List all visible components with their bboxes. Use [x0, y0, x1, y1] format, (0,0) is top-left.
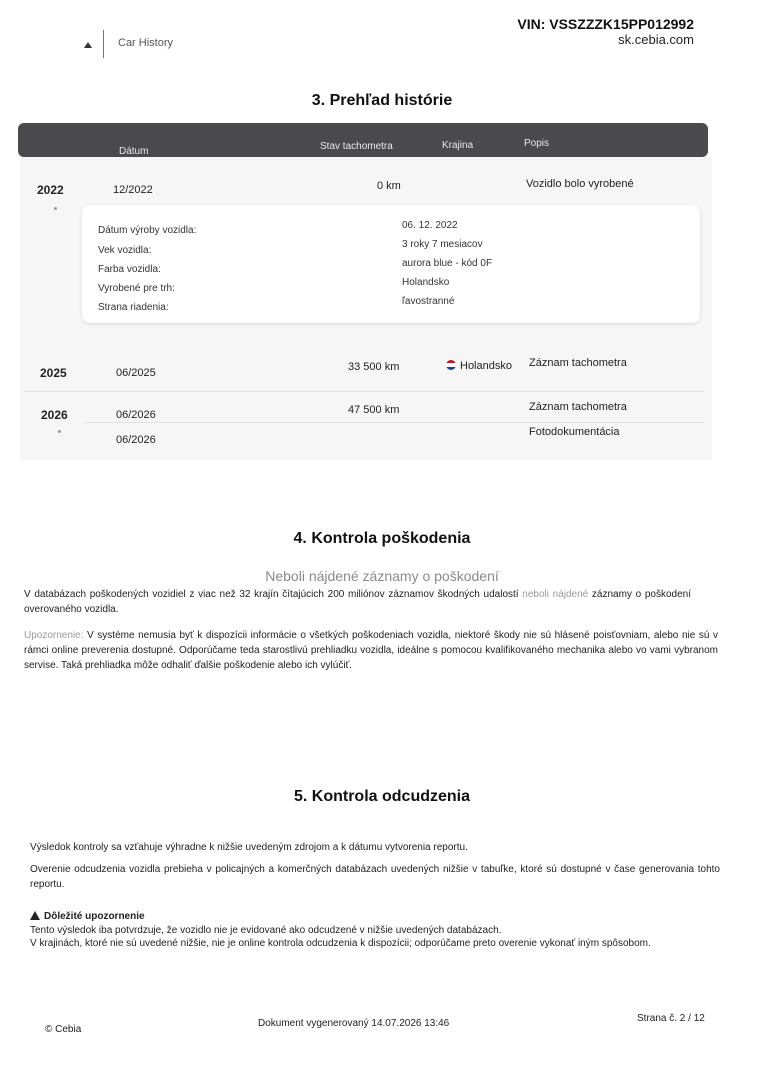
theft-warning-title-text: Dôležité upozornenie [44, 911, 145, 922]
detail-value: 06. 12. 2022 [402, 220, 458, 231]
damage-text-muted: neboli nájdené [522, 589, 589, 600]
row-divider [24, 391, 704, 392]
header-divider [103, 30, 104, 58]
detail-value: ľavostranné [402, 296, 455, 307]
flag-stripe-blue [446, 367, 456, 370]
theft-warning-line-2: V krajinách, ktoré nie sú uvedené nižšie, nie je online kontrola odcudzenia k dispozícii; odporúčame preto overenie vykonať iným spôsobom. [30, 938, 651, 949]
vehicle-detail-card [82, 205, 700, 323]
brand-label: Car History [118, 37, 174, 49]
detail-value: Holandsko [402, 277, 450, 288]
detail-label: Farba vozidla: [98, 264, 161, 275]
col-description: Popis [524, 138, 550, 149]
detail-label: Strana riadenia: [98, 302, 169, 313]
warning-icon [30, 911, 40, 920]
damage-note [24, 628, 718, 673]
footer-page-number: Strana č. 2 / 12 [637, 1013, 705, 1024]
theft-section-title: 5. Kontrola odcudzenia [293, 788, 470, 805]
detail-label: Vek vozidla: [98, 245, 152, 256]
theft-warning-line-1: Tento výsledok iba potvrdzuje, že vozidlo nie je evidované ako odcudzené v nižšie uvedených databázach. [30, 925, 502, 936]
row-description: Fotodokumentácia [529, 426, 620, 438]
timeline-dot [58, 430, 61, 433]
row-odometer: 0 km [377, 180, 401, 192]
row-divider [84, 422, 704, 423]
damage-text-a: V databázach poškodených vozidiel z viac než 32 krajín čítajúcich 200 miliónov záznamov škodných udalostí [24, 589, 523, 600]
theft-paragraph-2: Overenie odcudzenia vozidla prebieha v policajných a komerčných databázach uvedených nižšie v tabuľke, ktoré sú dostupné v čase generovania tohto reportu. [30, 864, 720, 890]
row-description: Záznam tachometra [529, 357, 627, 369]
damage-paragraph [24, 587, 691, 617]
col-date: Dátum [119, 146, 149, 157]
detail-label: Dátum výroby vozidla: [98, 225, 197, 236]
theft-paragraph-1: Výsledok kontroly sa vzťahuje výhradne k nižšie uvedeným zdrojom a k dátumu vytvorenia reportu. [30, 842, 468, 853]
row-year: 2022 [37, 183, 64, 197]
timeline-dot [54, 207, 57, 210]
row-country [446, 360, 512, 372]
detail-value: aurora blue - kód 0F [402, 258, 493, 269]
row-country-label: Holandsko [460, 360, 512, 372]
footer-generated: Dokument vygenerovaný 14.07.2026 13:46 [258, 1018, 450, 1029]
vin-number: VIN: VSSZZZK15PP012992 [517, 16, 694, 32]
footer-copyright: © Cebia [45, 1024, 82, 1035]
damage-subtitle: Neboli nájdené záznamy o poškodení [265, 568, 499, 584]
detail-value: 3 roky 7 mesiacov [402, 239, 483, 250]
row-year: 2026 [41, 408, 68, 422]
row-date: 06/2025 [116, 367, 156, 379]
logo-icon [84, 42, 92, 48]
damage-section-title: 4. Kontrola poškodenia [293, 530, 471, 547]
site-url: sk.cebia.com [618, 32, 694, 47]
row-description: Vozidlo bolo vyrobené [526, 178, 634, 190]
history-section-title: 3. Prehľad histórie [311, 92, 453, 109]
col-country: Krajina [442, 140, 474, 151]
detail-label: Vyrobené pre trh: [98, 283, 175, 294]
row-date: 12/2022 [113, 184, 153, 196]
row-odometer: 33 500 km [348, 361, 400, 373]
row-date: 06/2026 [116, 409, 156, 421]
damage-note-label: Upozornenie: [24, 630, 84, 641]
damage-text-b: záznamy o poškodení overovaného vozidla. [24, 589, 692, 615]
damage-note-text: V systéme nemusia byť k dispozícii informácie o všetkých poškodeniach vozidla, niektoré škody nie sú hlásené poisťovniam, alebo nie sú v rámci online preverenia dostupné. Odporúčame teda starostlivú prehliadku vozidla, ideálne s pomocou kvalifikovaného mechanika alebo vo vami vybranom servise. Taká prehliadka môže odhaliť ďalšie poškodenie alebo ich vylúčiť. [24, 630, 718, 671]
history-table-header [18, 123, 708, 157]
row-year: 2025 [40, 366, 67, 380]
row-date: 06/2026 [116, 434, 156, 446]
row-odometer: 47 500 km [348, 404, 400, 416]
col-odometer: Stav tachometra [320, 141, 393, 152]
row-description: Záznam tachometra [529, 401, 627, 413]
theft-warning-title [30, 911, 145, 922]
netherlands-flag-icon [446, 360, 456, 370]
